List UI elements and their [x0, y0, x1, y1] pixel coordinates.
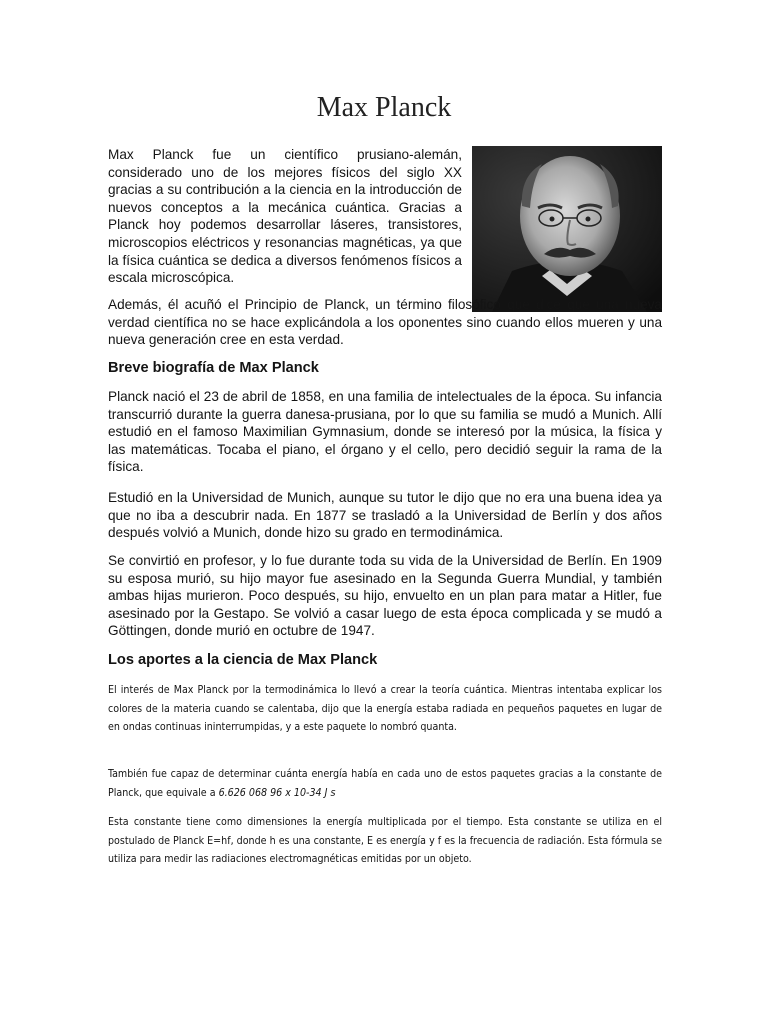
planck-constant-value: 6.626 068 96 x 10-34 J s: [218, 786, 336, 799]
planck-principle-text: Además, él acuñó el Principio de Planck, un término filosófico que dice que una nueva verdad científica no se hace explicándola a los oponentes sino cuando ellos mueren y una nueva generación cree en esta verdad.: [108, 297, 662, 348]
biography-paragraph-2: Estudió en la Universidad de Munich, aunque su tutor le dijo que no era una buena idea ya que no iba a descubrir nada. En 1877 se trasladó a la Universidad de Berlín y dos años después volvió a Munich, donde hizo su grado en termodinámica.: [108, 490, 662, 541]
biography-paragraph-1: Planck nació el 23 de abril de 1858, en una familia de intelectuales de la época. Su infancia transcurrió durante la guerra danesa-prusiana, por lo que su familia se mudó a Munich. Allí estudió en el famoso Maximilian Gymnasium, donde se interesó por la música, la física y las matemáticas. Tocaba el piano, el órgano y el cello, pero decidió seguir la rama de la física.: [108, 389, 662, 475]
planck-principle-paragraph: [108, 296, 662, 349]
contributions-paragraph-1: El interés de Max Planck por la termodinámica lo llevó a crear la teoría cuántica. Mientras intentaba explicar los colores de la materia cuando se calentaba, dijo que la energía estaba radiada en pequeños paquetes en lugar de en ondas continuas ininterrumpidas, y a este paquete lo nombró quanta.: [108, 684, 662, 734]
contributions-paragraph-3: Esta constante tiene como dimensiones la energía multiplicada por el tiempo. Esta constante se utiliza en el postulado de Planck E=hf, donde h es una constante, E es energía y f es la frecuencia de radiación. Esta fórmula se utiliza para medir las radiaciones electromagnéticas emitidas por un objeto.: [108, 816, 662, 866]
page-title: Max Planck: [316, 92, 452, 123]
max-planck-portrait: [472, 146, 662, 312]
constant-intro-text: También fue capaz de determinar cuánta energía había en cada uno de estos paquetes gracias a la constante de Planck, que equivale a: [108, 768, 662, 799]
intro-paragraph: Max Planck fue un científico prusiano-alemán, considerado uno de los mejores físicos del siglo XX gracias a su contribución a la ciencia en la introducción de nuevos conceptos a la mecánica cuántica. Gracias a Planck hoy podemos desarrollar láseres, transistores, microscopios eléctricos y resonancias magnéticas, ya que la física cuántica se dedica a diversos fenómenos físicos a escala microscópica.: [108, 147, 462, 286]
contributions-heading: Los aportes a la ciencia de Max Planck: [108, 652, 378, 668]
biography-heading: Breve biografía de Max Planck: [108, 360, 319, 376]
contributions-paragraph-2: [108, 765, 662, 802]
biography-paragraph-3: Se convirtió en profesor, y lo fue durante toda su vida de la Universidad de Berlín. En 1909 su esposa murió, su hijo mayor fue asesinado en la Segunda Guerra Mundial, y también ambas hijas murieron. Poco después, su hijo, envuelto en un plan para matar a Hitler, fue asesinado por la Gestapo. Se volvió a casar luego de esta época complicada y se mudó a Göttingen, donde murió en octubre de 1947.: [108, 553, 662, 639]
